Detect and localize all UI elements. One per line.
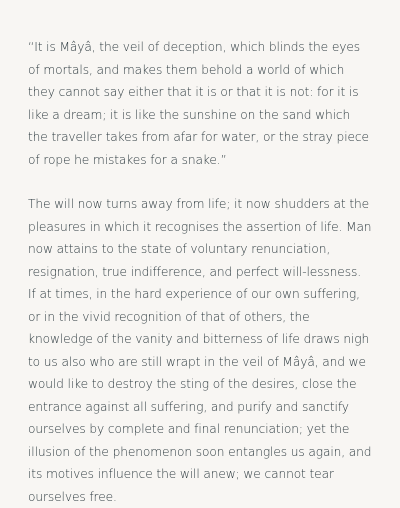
body-paragraph: The will now turns away from life; it now shudders at the pleasures in which it recognises the assertion of life. Man now attains to the state of voluntary renunciation, resignation, true indifference, and perfect will-lessness. If at times, in the hard experience of our own suffering, or in the vivid recognition of that of others, the knowledge of the vanity and bitterness of life draws nigh to us also who are still wrapt in the veil of Mâyâ, and we would like to destroy the sting of the desires, close the entrance against all suffering, and purify and sanctify ourselves by complete and final renunciation; yet the illusion of the phenomenon soon entangles us again, and its motives influence the will anew; we cannot tear ourselves free. bbox=[28, 197, 372, 504]
quote-paragraph: “It is Mâyâ, the veil of deception, which blinds the eyes of mortals, and makes them behold a world of which they cannot say either that it is or that it is not: for it is like a dream; it is like the sunshine on the sand which the traveller takes from afar for water, or the stray piece of rope he mistakes for a snake.” bbox=[28, 40, 369, 167]
